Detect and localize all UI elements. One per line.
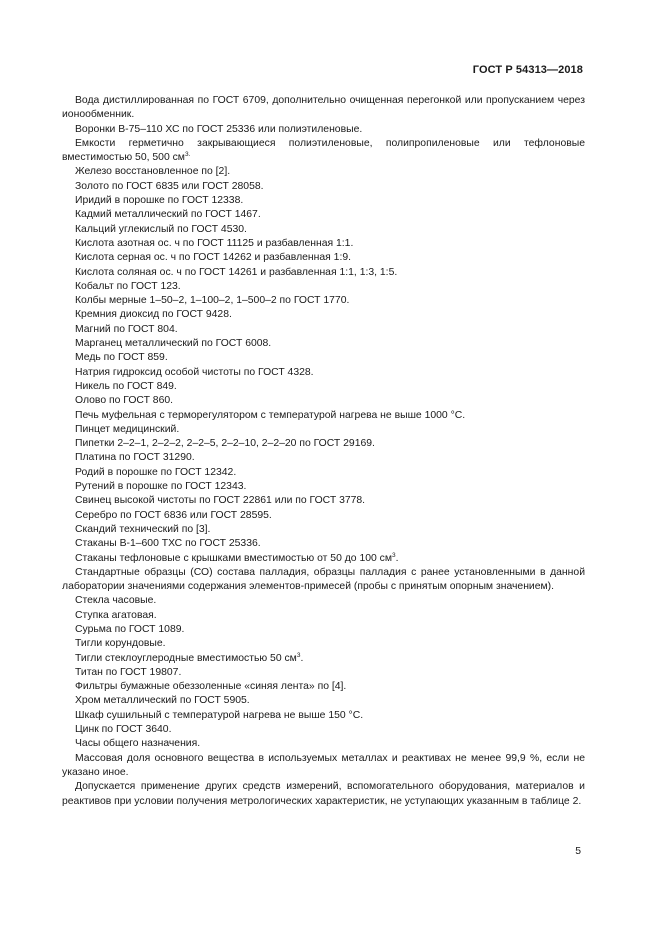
body-paragraph xyxy=(62,366,585,380)
paragraph-text: Марганец металлический по ГОСТ 6008. xyxy=(75,338,272,350)
body-paragraph xyxy=(62,552,585,566)
paragraph-text: Кальций углекислый по ГОСТ 4530. xyxy=(75,223,247,235)
paragraph-text: Рутений в порошке по ГОСТ 12343. xyxy=(75,481,247,493)
body-paragraph xyxy=(62,308,585,322)
body-paragraph xyxy=(62,480,585,494)
paragraph-text: Родий в порошке по ГОСТ 12342. xyxy=(75,466,237,478)
paragraph-text: Стаканы тефлоновые с крышками вместимостью от 50 до 100 см xyxy=(75,552,393,564)
body-paragraph xyxy=(62,251,585,265)
paragraph-text: Допускается применение других средств измерений, вспомогательного оборудования, материалов и реактивов при условии получения метрологических характеристик, не уступающих указанным в таблице 2. xyxy=(62,781,585,807)
paragraph-text: Колбы мерные 1–50–2, 1–100–2, 1–500–2 по ГОСТ 1770. xyxy=(75,295,350,307)
paragraph-text: Тигли корундовые. xyxy=(75,638,166,650)
superscript: 3 xyxy=(392,551,396,559)
paragraph-text: Кадмий металлический по ГОСТ 1467. xyxy=(75,209,261,221)
document-body xyxy=(62,94,585,809)
body-paragraph xyxy=(62,208,585,222)
body-paragraph xyxy=(62,723,585,737)
paragraph-text: Стаканы В-1–600 ТХС по ГОСТ 25336. xyxy=(75,538,261,550)
body-paragraph xyxy=(62,566,585,595)
paragraph-text: Кислота серная ос. ч по ГОСТ 14262 и разбавленная 1:9. xyxy=(75,252,352,264)
body-paragraph xyxy=(62,637,585,651)
paragraph-text: Иридий в порошке по ГОСТ 12338. xyxy=(75,195,244,207)
paragraph-text: Свинец высокой чистоты по ГОСТ 22861 или по ГОСТ 3778. xyxy=(75,495,366,507)
body-paragraph xyxy=(62,451,585,465)
paragraph-text: Серебро по ГОСТ 6836 или ГОСТ 28595. xyxy=(75,509,272,521)
paragraph-text: Воронки В-75–110 ХС по ГОСТ 25336 или полиэтиленовые. xyxy=(75,123,363,135)
body-paragraph xyxy=(62,351,585,365)
body-paragraph xyxy=(62,266,585,280)
paragraph-text: Никель по ГОСТ 849. xyxy=(75,380,177,392)
body-paragraph xyxy=(62,237,585,251)
paragraph-text: Шкаф сушильный с температурой нагрева не выше 150 °С. xyxy=(75,709,364,721)
paragraph-text: Кислота азотная ос. ч по ГОСТ 11125 и разбавленная 1:1. xyxy=(75,237,354,249)
body-paragraph xyxy=(62,666,585,680)
paragraph-text: Натрия гидроксид особой чистоты по ГОСТ 4328. xyxy=(75,366,314,378)
body-paragraph xyxy=(62,380,585,394)
body-paragraph xyxy=(62,409,585,423)
body-paragraph xyxy=(62,323,585,337)
paragraph-suffix: . xyxy=(395,552,399,564)
standard-header: ГОСТ Р 54313—2018 xyxy=(472,64,583,76)
body-paragraph xyxy=(62,509,585,523)
body-paragraph xyxy=(62,594,585,608)
body-paragraph xyxy=(62,394,585,408)
body-paragraph xyxy=(62,94,585,123)
body-paragraph xyxy=(62,680,585,694)
body-paragraph xyxy=(62,623,585,637)
body-paragraph xyxy=(62,280,585,294)
paragraph-text: Кремния диоксид по ГОСТ 9428. xyxy=(75,309,232,321)
paragraph-text: Сурьма по ГОСТ 1089. xyxy=(75,623,185,635)
paragraph-text: Скандий технический по [3]. xyxy=(75,523,211,535)
body-paragraph xyxy=(62,180,585,194)
paragraph-text: Тигли стеклоуглеродные вместимостью 50 см xyxy=(75,652,297,664)
paragraph-text: Золото по ГОСТ 6835 или ГОСТ 28058. xyxy=(75,180,264,192)
paragraph-text: Пипетки 2–2–1, 2–2–2, 2–2–5, 2–2–10, 2–2–20 по ГОСТ 29169. xyxy=(75,438,375,450)
paragraph-text: Часы общего назначения. xyxy=(75,738,201,750)
paragraph-text: Хром металлический по ГОСТ 5905. xyxy=(75,695,250,707)
paragraph-text: Титан по ГОСТ 19807. xyxy=(75,666,182,678)
paragraph-text: Вода дистиллированная по ГОСТ 6709, дополнительно очищенная перегонкой или пропусканием через ионообменник. xyxy=(62,95,585,121)
paragraph-text: Олово по ГОСТ 860. xyxy=(75,395,174,407)
paragraph-text: Магний по ГОСТ 804. xyxy=(75,323,178,335)
body-paragraph xyxy=(62,523,585,537)
paragraph-text: Стекла часовые. xyxy=(75,595,157,607)
body-paragraph xyxy=(62,709,585,723)
paragraph-suffix: . xyxy=(300,652,304,664)
body-paragraph xyxy=(62,194,585,208)
body-paragraph xyxy=(62,694,585,708)
paragraph-text: Кислота соляная ос. ч по ГОСТ 14261 и разбавленная 1:1, 1:3, 1:5. xyxy=(75,266,398,278)
body-paragraph xyxy=(62,223,585,237)
superscript: 3 xyxy=(296,651,301,659)
body-paragraph xyxy=(62,780,585,809)
paragraph-text: Железо восстановленное по [2]. xyxy=(75,166,231,178)
body-paragraph xyxy=(62,537,585,551)
paragraph-text: Емкости герметично закрывающиеся полиэтиленовые, полипропиленовые или тефлоновые вместимостью 50, 500 см xyxy=(62,137,585,164)
body-paragraph xyxy=(62,752,585,781)
paragraph-text: Медь по ГОСТ 859. xyxy=(75,352,168,364)
body-paragraph xyxy=(62,494,585,508)
paragraph-text: Стандартные образцы (СО) состава палладия, образцы палладия с ранее установленными в данной лаборатории значениями содержания элементов-примесей (пробы с принятым опорным значением). xyxy=(62,566,585,593)
body-paragraph xyxy=(62,652,585,666)
body-paragraph xyxy=(62,165,585,179)
paragraph-text: Платина по ГОСТ 31290. xyxy=(75,452,195,464)
body-paragraph xyxy=(62,423,585,437)
body-paragraph xyxy=(62,294,585,308)
body-paragraph xyxy=(62,737,585,751)
superscript: 3. xyxy=(184,151,191,159)
body-paragraph xyxy=(62,337,585,351)
body-paragraph xyxy=(62,123,585,137)
page-number: 5 xyxy=(575,846,581,857)
paragraph-text: Пинцет медицинский. xyxy=(75,423,180,435)
paragraph-text: Печь муфельная с терморегулятором с температурой нагрева не выше 1000 °С. xyxy=(75,409,466,421)
paragraph-text: Фильтры бумажные обеззоленные «синяя лента» по [4]. xyxy=(75,681,347,693)
paragraph-text: Цинк по ГОСТ 3640. xyxy=(75,724,172,736)
body-paragraph xyxy=(62,466,585,480)
body-paragraph xyxy=(62,437,585,451)
paragraph-text: Массовая доля основного вещества в используемых металлах и реактивах не менее 99,9 %, если не указано иное. xyxy=(62,752,585,778)
body-paragraph xyxy=(62,609,585,623)
body-paragraph xyxy=(62,137,585,166)
paragraph-text: Ступка агатовая. xyxy=(75,609,157,621)
paragraph-text: Кобальт по ГОСТ 123. xyxy=(75,280,181,292)
